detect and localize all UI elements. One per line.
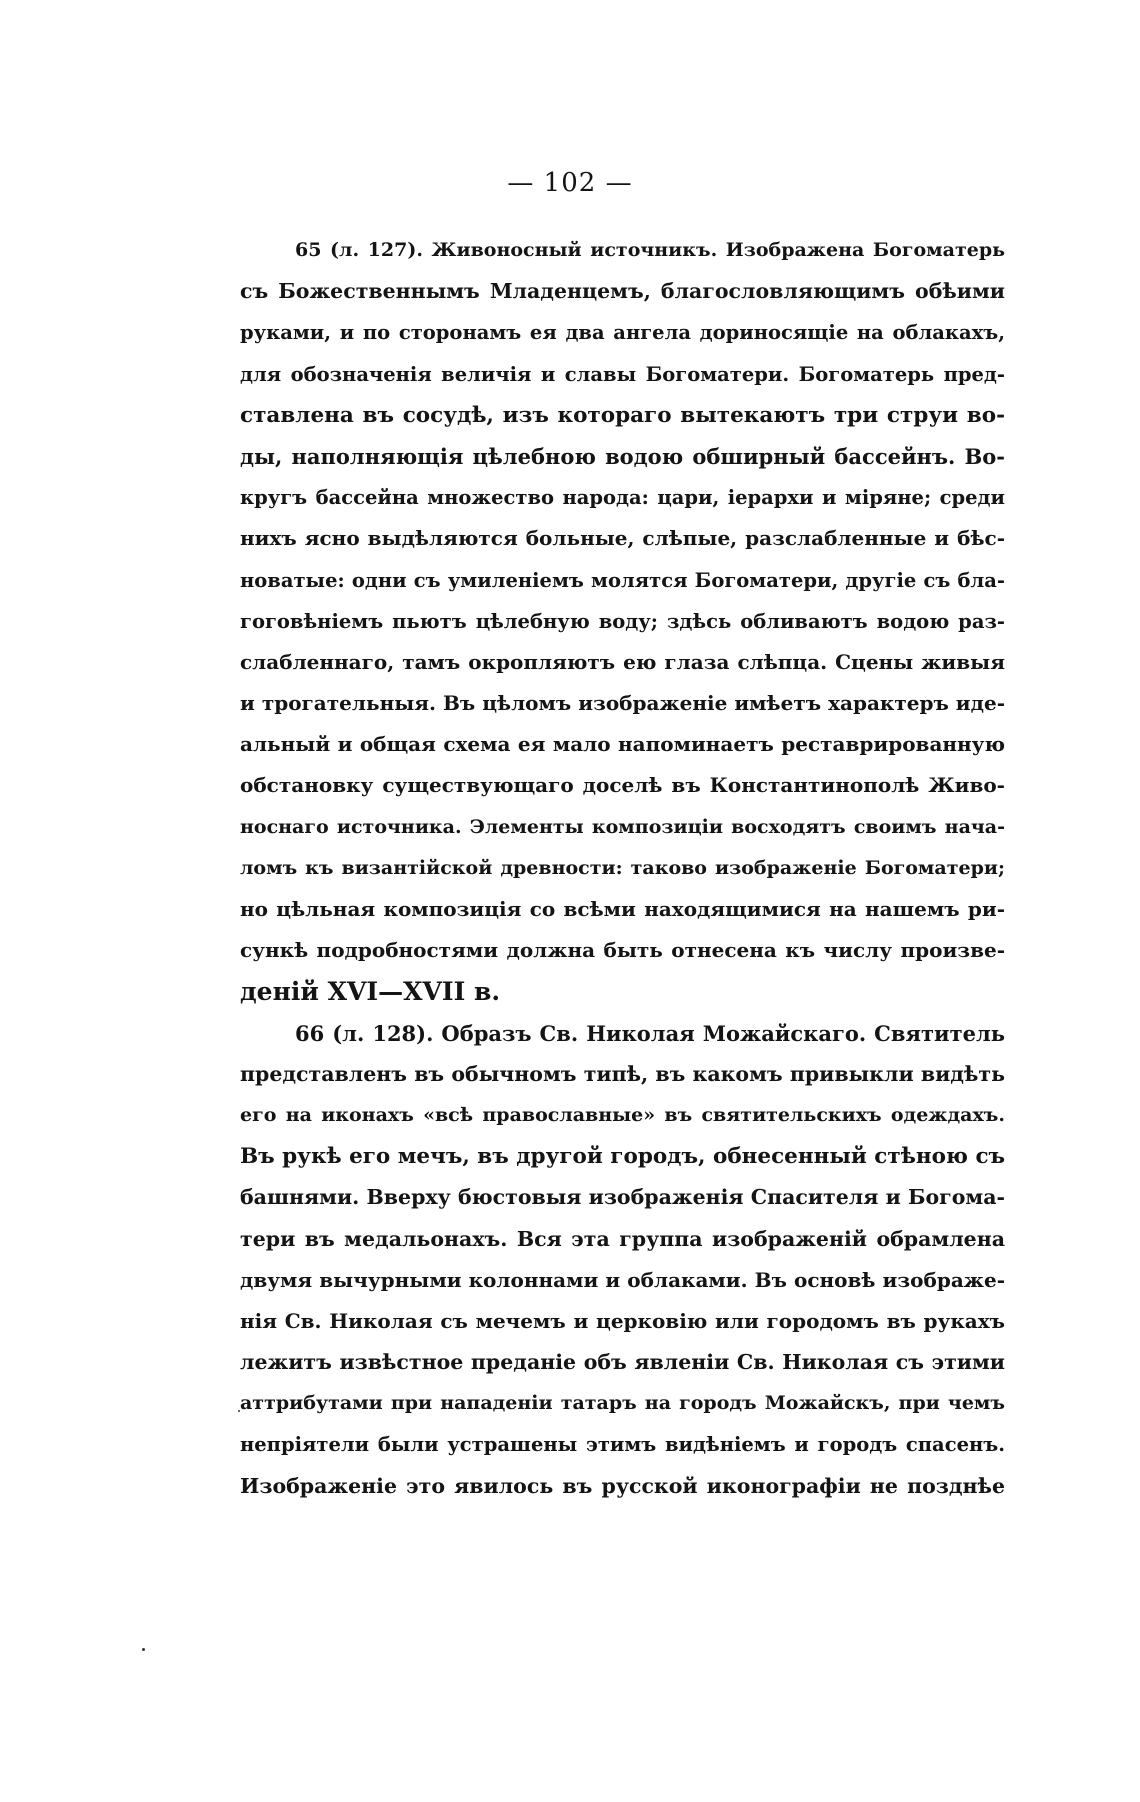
paragraph-66-line: тери въ медальонахъ. Вся эта группа изображеній обрамлена bbox=[240, 1226, 1005, 1251]
paragraph-65-line: слабленнаго, тамъ окропляютъ ею глаза слѣпца. Сцены живыя bbox=[240, 649, 1005, 674]
paragraph-65-line: ставлена въ сосудѣ, изъ котораго вытекаютъ три струи во- bbox=[240, 402, 1005, 428]
paragraph-65-line: новатые: одни съ умиленіемъ молятся Богоматери, другіе съ бла- bbox=[240, 568, 1005, 592]
paragraph-65-line: 65 (л. 127). Живоносный источникъ. Изображена Богоматерь bbox=[295, 239, 1005, 261]
paragraph-66-line: двумя вычурными колоннами и облаками. Въ основѣ изображе- bbox=[240, 1267, 1005, 1292]
paragraph-66-line: 66 (л. 128). Образъ Св. Николая Можайскаго. Святитель bbox=[295, 1020, 1005, 1046]
paragraph-65-line: носнаго источника. Элементы композиціи восходятъ своимъ нача- bbox=[240, 815, 1005, 838]
paragraph-66-line: Въ рукѣ его мечъ, въ другой городъ, обнесенный стѣною съ bbox=[240, 1144, 1006, 1170]
page-number: — 102 — bbox=[507, 168, 633, 198]
scan-speck bbox=[238, 1410, 240, 1412]
paragraph-66-line: непріятели были устрашены этимъ видѣніемъ и городъ спасенъ. bbox=[240, 1433, 1005, 1457]
paragraph-66-line: представленъ въ обычномъ типѣ, въ какомъ привыкли видѣть bbox=[240, 1061, 1005, 1086]
paragraph-65-line: съ Божественнымъ Младенцемъ, благословляющимъ обѣими bbox=[240, 279, 1005, 304]
paragraph-65-line: нихъ ясно выдѣляются больные, слѣпые, разслабленные и бѣс- bbox=[240, 526, 1005, 551]
paragraph-65-line: руками, и по сторонамъ ея два ангела дориносящіе на облакахъ, bbox=[240, 321, 1005, 345]
paragraph-66-line: лежитъ извѣстное преданіе объ явленіи Св. Николая съ этими bbox=[240, 1350, 1005, 1375]
paragraph-66-line: нія Св. Николая съ мечемъ и церковію или городомъ въ рукахъ bbox=[240, 1308, 1005, 1333]
paragraph-65-line: и трогательныя. Въ цѣломъ изображеніе имѣетъ характеръ иде- bbox=[240, 691, 1005, 716]
paragraph-65-line: но цѣльная композиція со всѣми находящимися на нашемъ ри- bbox=[240, 897, 1005, 921]
paragraph-65-line: обстановку существующаго доселѣ въ Константинополѣ Живо- bbox=[240, 773, 1005, 798]
paragraph-65-line: кругъ бассейна множество народа: цари, іерархи и міряне; среди bbox=[240, 486, 1005, 510]
paragraph-66-line: башнями. Вверху бюстовыя изображенія Спасителя и Богома- bbox=[240, 1185, 1005, 1210]
paragraph-65-line: альный и общая схема ея мало напоминаетъ реставрированную bbox=[240, 732, 1005, 757]
paragraph-66-line: аттрибутами при нападеніи татаръ на городъ Можайскъ, при чемъ bbox=[240, 1392, 1005, 1415]
paragraph-65-line: для обозначенія величія и славы Богоматери. Богоматерь пред- bbox=[240, 362, 1005, 386]
paragraph-65-line: гоговѣніемъ пьютъ цѣлебную воду; здѣсь обливаютъ водою раз- bbox=[240, 609, 1005, 633]
paragraph-65-line: ды, наполняющія цѣлебною водою обширный бассейнъ. Во- bbox=[240, 443, 1005, 469]
paragraph-65-line: деній XVI—XVII в. bbox=[240, 977, 501, 1007]
paragraph-66-line: его на иконахъ «всѣ православные» въ святительскихъ одеждахъ. bbox=[240, 1103, 1005, 1126]
paragraph-66-line: Изображеніе это явилось въ русской иконографіи не позднѣе bbox=[240, 1473, 1005, 1498]
scan-speck bbox=[142, 1648, 145, 1651]
paragraph-65-line: ломъ къ византійской древности: таково изображеніе Богоматери; bbox=[240, 856, 1005, 879]
body-text bbox=[240, 230, 1005, 1507]
paragraph-65-line: сункѣ подробностями должна быть отнесена къ числу произве- bbox=[240, 938, 1005, 963]
